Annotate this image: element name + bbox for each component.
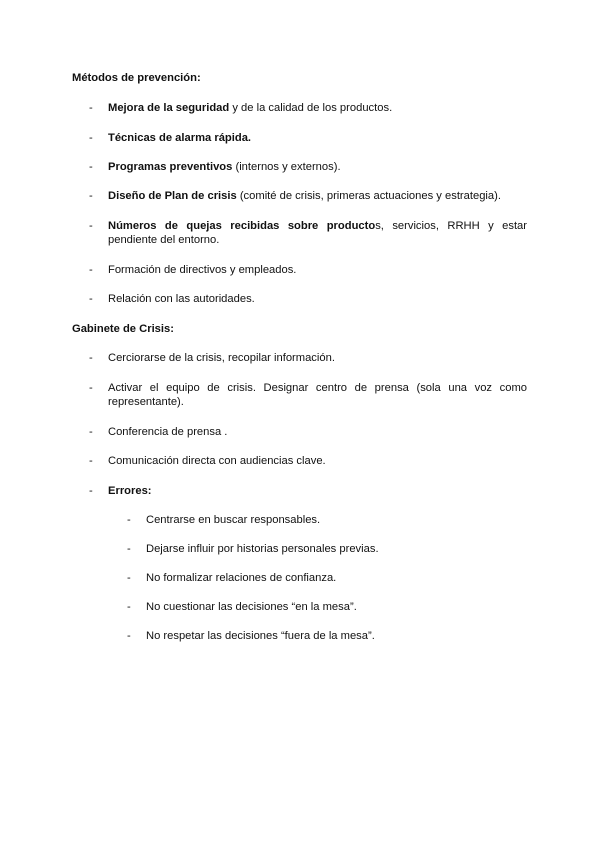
bullet-dash: - [89, 190, 93, 202]
list-item [89, 219, 527, 247]
item-bold-text: Programas preventivos [108, 161, 233, 173]
bullet-dash: - [89, 485, 93, 497]
item-text: y de la calidad de los productos. [229, 102, 393, 114]
item-text: Activar el equipo de crisis. Designar centro de prensa (sola una voz como representante). [108, 382, 527, 408]
list-item [89, 292, 527, 306]
sub-item-text: No formalizar relaciones de confianza. [146, 572, 337, 584]
bullet-dash: - [89, 220, 93, 232]
item-text: s, servicios, RRHH y estar pendiente del entorno. [108, 220, 527, 246]
bullet-dash: - [89, 161, 93, 173]
section-heading-prevention: Métodos de prevención: [72, 72, 201, 84]
item-bold-text: Mejora de la seguridad [108, 102, 230, 114]
bullet-dash: - [89, 352, 93, 364]
list-item-errors [89, 484, 527, 498]
list-item [89, 381, 527, 409]
bullet-dash: - [89, 264, 93, 276]
bullet-dash: - [127, 601, 131, 613]
bullet-dash: - [89, 132, 93, 144]
sub-list-item [127, 629, 527, 643]
list-item [89, 189, 527, 203]
item-bold-text: Errores: [108, 485, 152, 497]
list-item [89, 131, 527, 145]
sub-item-text: Dejarse influir por historias personales previas. [146, 543, 379, 555]
item-text: Conferencia de prensa . [108, 426, 228, 438]
list-item [89, 454, 527, 468]
bullet-dash: - [89, 382, 93, 394]
sub-list-item [127, 571, 527, 585]
list-item [89, 425, 527, 439]
item-text: Relación con las autoridades. [108, 293, 255, 305]
item-bold-text: Técnicas de alarma rápida. [108, 132, 252, 144]
bullet-dash: - [89, 455, 93, 467]
item-text: Cerciorarse de la crisis, recopilar información. [108, 352, 335, 364]
item-bold-text: Diseño de Plan de crisis [108, 190, 237, 202]
bullet-dash: - [127, 572, 131, 584]
bullet-dash: - [127, 514, 131, 526]
list-item [89, 351, 527, 365]
sub-list-item [127, 542, 527, 556]
item-text: Comunicación directa con audiencias clave. [108, 455, 326, 467]
sub-list-item [127, 600, 527, 614]
sub-list-item [127, 513, 527, 527]
list-item [89, 160, 527, 174]
bullet-dash: - [127, 543, 131, 555]
bullet-dash: - [89, 426, 93, 438]
item-text: (comité de crisis, primeras actuaciones y estrategia). [236, 190, 501, 202]
item-text: Formación de directivos y empleados. [108, 264, 297, 276]
item-bold-text: Números de quejas recibidas sobre producto [108, 220, 376, 232]
bullet-dash: - [89, 293, 93, 305]
sub-item-text: Centrarse en buscar responsables. [146, 514, 321, 526]
sub-item-text: No cuestionar las decisiones “en la mesa”. [146, 601, 357, 613]
list-item [89, 101, 527, 115]
sub-item-text: No respetar las decisiones “fuera de la mesa”. [146, 630, 375, 642]
bullet-dash: - [127, 630, 131, 642]
bullet-dash: - [89, 102, 93, 114]
item-text: (internos y externos). [232, 161, 341, 173]
list-item [89, 263, 527, 277]
section-heading-crisis: Gabinete de Crisis: [72, 323, 174, 335]
